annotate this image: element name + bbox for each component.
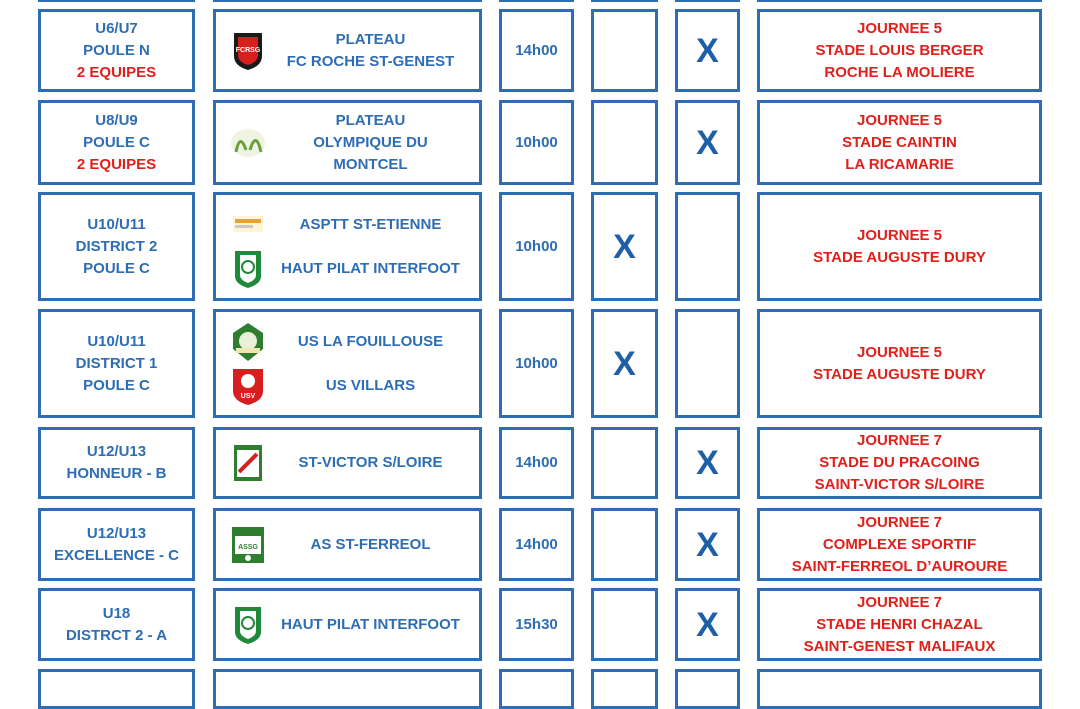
teams-cell [213,309,482,418]
home-cell [591,427,658,499]
team-entry [216,203,479,247]
team-name-line: PLATEAU [335,111,406,129]
kickoff-time: 14h00 [515,535,558,553]
venue-cell [757,309,1042,418]
venue-line: JOURNEE 7 [856,593,943,611]
team-name [268,614,479,636]
home-cell [591,9,658,92]
team-entry [216,364,479,408]
category-line: U8/U9 [95,111,138,129]
us-fouillouse-logo [228,320,268,364]
olympique-montcel-logo [228,121,268,165]
away-x-mark: X [696,605,719,644]
team-entry [216,432,479,494]
category-line: U12/U13 [86,524,147,542]
venue-line: STADE LOUIS BERGER [815,41,984,59]
team-name-line: OLYMPIQUE DU [313,133,428,151]
venue-line: STADE CAINTIN [842,133,957,151]
venue-line: STADE HENRI CHAZAL [816,615,983,633]
time-cell [499,427,574,499]
cut-off-cell-bottom [591,669,658,709]
category-line: U18 [102,604,131,622]
away-x-mark: X [696,525,719,564]
time-cell [499,588,574,661]
venue-line: STADE DU PRACOING [819,454,980,471]
category-line: POULE C [83,376,150,394]
kickoff-time: 15h30 [515,615,558,633]
team-name-line: US VILLARS [325,376,416,394]
home-cell [591,192,658,301]
venue-line: SAINT-FERREOL D’AUROURE [791,557,1008,575]
category-cell [38,100,195,185]
team-name [268,534,479,556]
teams-cell [213,508,482,581]
team-name [268,375,479,397]
venue-line: SAINT-VICTOR S/LOIRE [814,476,985,493]
team-name-line: AS ST-FERREOL [310,535,431,553]
team-entry [216,513,479,576]
venue-cell [757,508,1042,581]
logo-lettering: USV [240,392,256,400]
teams-cell [213,100,482,185]
category-line: DISTRICT 1 [75,354,158,372]
haut-pilat-logo [228,247,268,291]
away-cell [675,309,740,418]
logo-lettering: FCRSG [235,46,261,54]
venue-cell [757,588,1042,661]
category-line: HONNEUR - B [66,465,167,482]
home-cell [591,100,658,185]
category-line: DISTRICT 2 [75,237,158,255]
away-x-mark: X [696,31,719,70]
category-cell [38,588,195,661]
time-cell [499,309,574,418]
team-name-line: PLATEAU [335,30,406,48]
away-cell [675,100,740,185]
category-cell [38,309,195,418]
venue-line: JOURNEE 7 [856,432,943,449]
venue-line: LA RICAMARIE [845,155,954,173]
cut-off-cell-top [757,0,1042,2]
venue-line: STADE AUGUSTE DURY [813,248,986,266]
team-name-line: US LA FOUILLOUSE [297,332,444,350]
home-cell [591,588,658,661]
category-line: U10/U11 [87,332,146,350]
cut-off-cell-top [213,0,482,2]
venue-line: SAINT-GENEST MALIFAUX [803,637,996,655]
category-cell [38,427,195,499]
away-cell [675,9,740,92]
team-entry [216,593,479,656]
cut-off-cell-top [591,0,658,2]
team-name [268,214,479,236]
category-line: U12/U13 [86,443,147,460]
cut-off-cell-bottom [499,669,574,709]
haut-pilat-logo [228,603,268,647]
kickoff-time: 10h00 [515,133,558,151]
team-name [268,452,479,474]
team-entry [216,247,479,291]
category-line: U6/U7 [95,19,138,37]
venue-line: JOURNEE 5 [856,111,943,129]
team-name-line: HAUT PILAT INTERFOOT [281,615,460,633]
team-name-line: HAUT PILAT INTERFOOT [281,259,460,277]
away-cell [675,508,740,581]
venue-cell [757,192,1042,301]
time-cell [499,100,574,185]
team-name-line: MONTCEL [333,155,408,173]
home-x-mark: X [613,344,636,383]
kickoff-time: 14h00 [515,454,558,471]
cut-off-cell-top [38,0,195,2]
logo-lettering: ASSG [238,543,258,551]
team-entry [216,14,479,87]
fcrsg-crest-logo [228,29,268,73]
home-cell [591,309,658,418]
away-x-mark: X [696,123,719,162]
teams-cell [213,192,482,301]
home-x-mark: X [613,227,636,266]
team-count-note: 2 EQUIPES [76,63,157,81]
away-cell [675,588,740,661]
category-line: POULE N [83,41,150,59]
team-name-line: FC ROCHE ST-GENEST [286,52,455,70]
asptt-logo [228,203,268,247]
team-entry [216,320,479,364]
time-cell [499,192,574,301]
venue-line: JOURNEE 5 [856,226,943,244]
cut-off-cell-bottom [38,669,195,709]
team-count-note: 2 EQUIPES [76,155,157,173]
venue-line: JOURNEE 5 [856,19,943,37]
time-cell [499,508,574,581]
away-cell [675,427,740,499]
team-entry [216,105,479,180]
team-name [268,258,479,280]
team-name-line: ASPTT ST-ETIENNE [299,215,442,233]
venue-line: ROCHE LA MOLIERE [824,63,975,81]
as-st-ferreol-logo [228,523,268,567]
team-name [268,331,479,353]
category-line: U10/U11 [87,215,146,233]
cut-off-cell-bottom [675,669,740,709]
category-cell [38,508,195,581]
team-name-line: ST-VICTOR S/LOIRE [298,454,443,471]
category-cell [38,192,195,301]
cut-off-cell-bottom [757,669,1042,709]
kickoff-time: 10h00 [515,237,558,255]
venue-cell [757,427,1042,499]
category-cell [38,9,195,92]
cut-off-cell-top [675,0,740,2]
category-line: POULE C [83,259,150,277]
venue-line: STADE AUGUSTE DURY [813,365,986,383]
teams-cell [213,588,482,661]
away-x-mark: X [696,444,719,482]
venue-line: JOURNEE 7 [856,513,943,531]
venue-cell [757,100,1042,185]
category-line: EXCELLENCE - C [53,546,179,564]
team-name [268,29,479,73]
category-line: DISTRCT 2 - A [65,626,168,644]
teams-cell [213,9,482,92]
away-cell [675,192,740,301]
cut-off-cell-top [499,0,574,2]
cut-off-cell-bottom [213,669,482,709]
kickoff-time: 10h00 [515,354,558,372]
teams-cell [213,427,482,499]
kickoff-time: 14h00 [515,41,558,59]
time-cell [499,9,574,92]
home-cell [591,508,658,581]
venue-line: COMPLEXE SPORTIF [822,535,977,553]
team-name [268,110,479,176]
venue-cell [757,9,1042,92]
venue-line: JOURNEE 5 [856,343,943,361]
category-line: POULE C [83,133,150,151]
us-villars-logo [228,364,268,408]
st-victor-logo [228,441,268,485]
